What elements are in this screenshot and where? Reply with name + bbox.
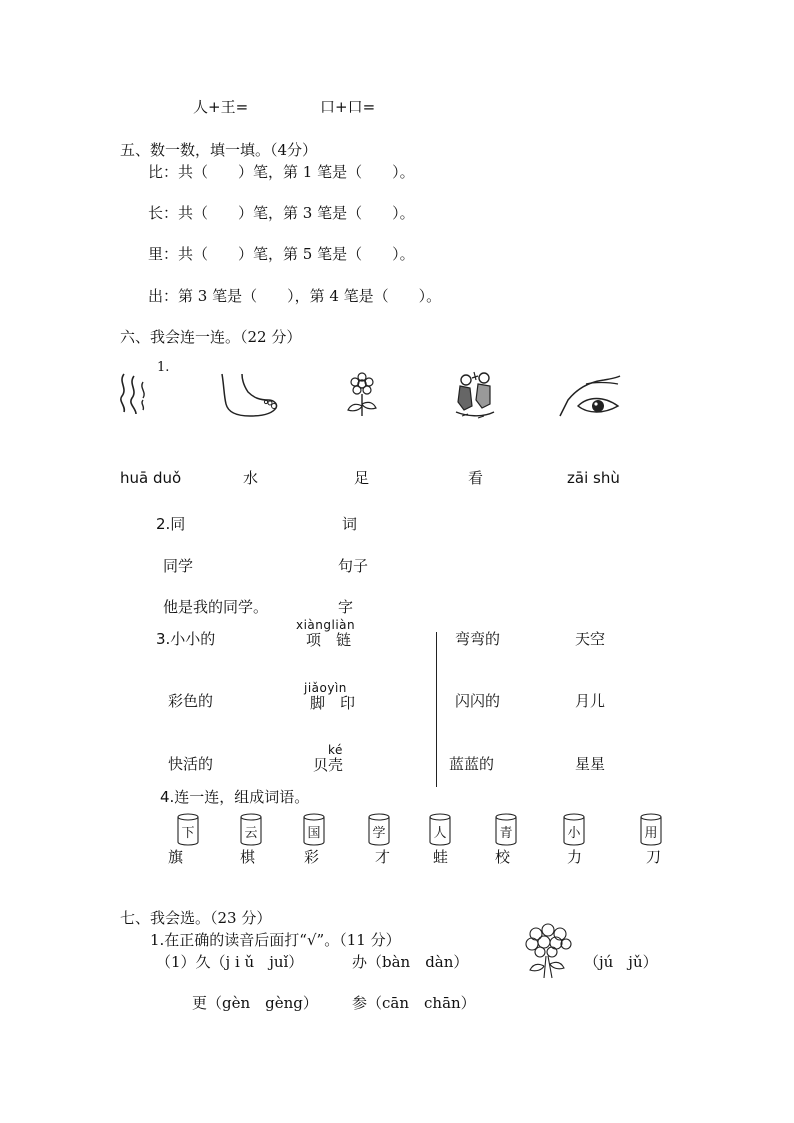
q3-label: 3.小小的 [156, 630, 216, 648]
q3-col1-2: 快活的 [168, 755, 214, 773]
word-beike: 贝壳 [313, 756, 344, 774]
q3-col4-2: 月儿 [575, 692, 606, 710]
q2-left-3: 他是我的同学。 [163, 598, 269, 616]
section7-title: 七、我会选。（23 分） [120, 909, 272, 927]
section5-line-1: 比：共（ ）笔，第 1 笔是（ ）。 [148, 163, 415, 181]
word-jiaoyin: 脚 印 [310, 694, 356, 712]
q4-word-cai-talent: 才 [375, 848, 391, 866]
word-xianglian: 项 链 [306, 631, 352, 649]
q4-word-qi-chess: 棋 [240, 848, 256, 866]
section6-title: 六、我会连一连。（22 分） [120, 328, 302, 346]
pinyin-xianglian: xiàngliàn [296, 618, 356, 632]
section5-line-4: 出：第 3 笔是（ ），第 4 笔是（ ）。 [148, 287, 442, 305]
cup-guo: 国 [303, 813, 325, 847]
foot-icon [214, 372, 280, 420]
q1-number: 1. [157, 360, 170, 375]
cup-yun: 云 [240, 813, 262, 847]
cup-qing: 青 [495, 813, 517, 847]
q4-title: 4.连一连，组成词语。 [160, 788, 310, 806]
q4-word-dao: 刀 [646, 848, 662, 866]
section5-title: 五、数一数，填一填。（4分） [120, 141, 318, 159]
label-kan: 看 [468, 469, 484, 487]
q2-right-3: 字 [338, 598, 354, 616]
q3-col3-3: 蓝蓝的 [449, 755, 495, 773]
q2-left-1: 2.同 [156, 515, 186, 533]
q3-col4-3: 星星 [575, 755, 606, 773]
equation-kou-kou: 口+口= [320, 98, 376, 116]
flower-icon [344, 372, 380, 418]
q2-right-2: 句子 [338, 557, 369, 575]
cup-yong: 用 [640, 813, 662, 847]
pinyin-item-ju: （jú jǔ） [584, 953, 658, 971]
q3-col4-1: 天空 [575, 630, 606, 648]
cup-xia: 下 [177, 813, 199, 847]
section5-line-2: 长：共（ ）笔，第 3 笔是（ ）。 [148, 204, 415, 222]
section5-line-3: 里：共（ ）笔，第 5 笔是（ ）。 [148, 245, 415, 263]
cup-xiao: 小 [563, 813, 585, 847]
chrysanthemum-icon [522, 922, 574, 980]
q3-divider [436, 632, 437, 787]
q3-col1-1: 彩色的 [168, 692, 214, 710]
pinyin-item-jiu: （1）久（j i ǔ juǐ） [156, 953, 304, 971]
pinyin-ke: ké [328, 743, 343, 757]
q2-left-2: 同学 [163, 557, 194, 575]
cup-xue: 学 [368, 813, 390, 847]
q3-col3-2: 闪闪的 [455, 692, 501, 710]
label-zai-shu: zāi shù [567, 469, 620, 487]
q4-word-cai: 彩 [304, 848, 320, 866]
planting-tree-icon [452, 370, 498, 420]
q3-col3-1: 弯弯的 [455, 630, 501, 648]
section7-q1-title: 1.在正确的读音后面打“√”。（11 分） [150, 931, 401, 949]
label-hua-duo: huā duǒ [120, 469, 182, 487]
pinyin-item-can: 参（cān chān） [352, 994, 476, 1012]
equation-ren-wang: 人+王= [193, 98, 249, 116]
water-icon [116, 370, 152, 416]
pinyin-item-ban: 办（bàn dàn） [352, 953, 469, 971]
pinyin-jiaoyin: jiǎoyìn [304, 681, 347, 695]
q4-word-wa: 蛙 [433, 848, 449, 866]
q4-word-qi-flag: 旗 [168, 848, 184, 866]
q2-right-1: 词 [342, 515, 358, 533]
label-zu: 足 [354, 469, 370, 487]
cup-ren: 人 [429, 813, 451, 847]
q4-word-li: 力 [567, 848, 583, 866]
pinyin-item-geng: 更（gèn gèng） [192, 994, 318, 1012]
eye-icon [558, 374, 622, 418]
label-shui: 水 [243, 469, 259, 487]
q4-word-xiao: 校 [495, 848, 511, 866]
